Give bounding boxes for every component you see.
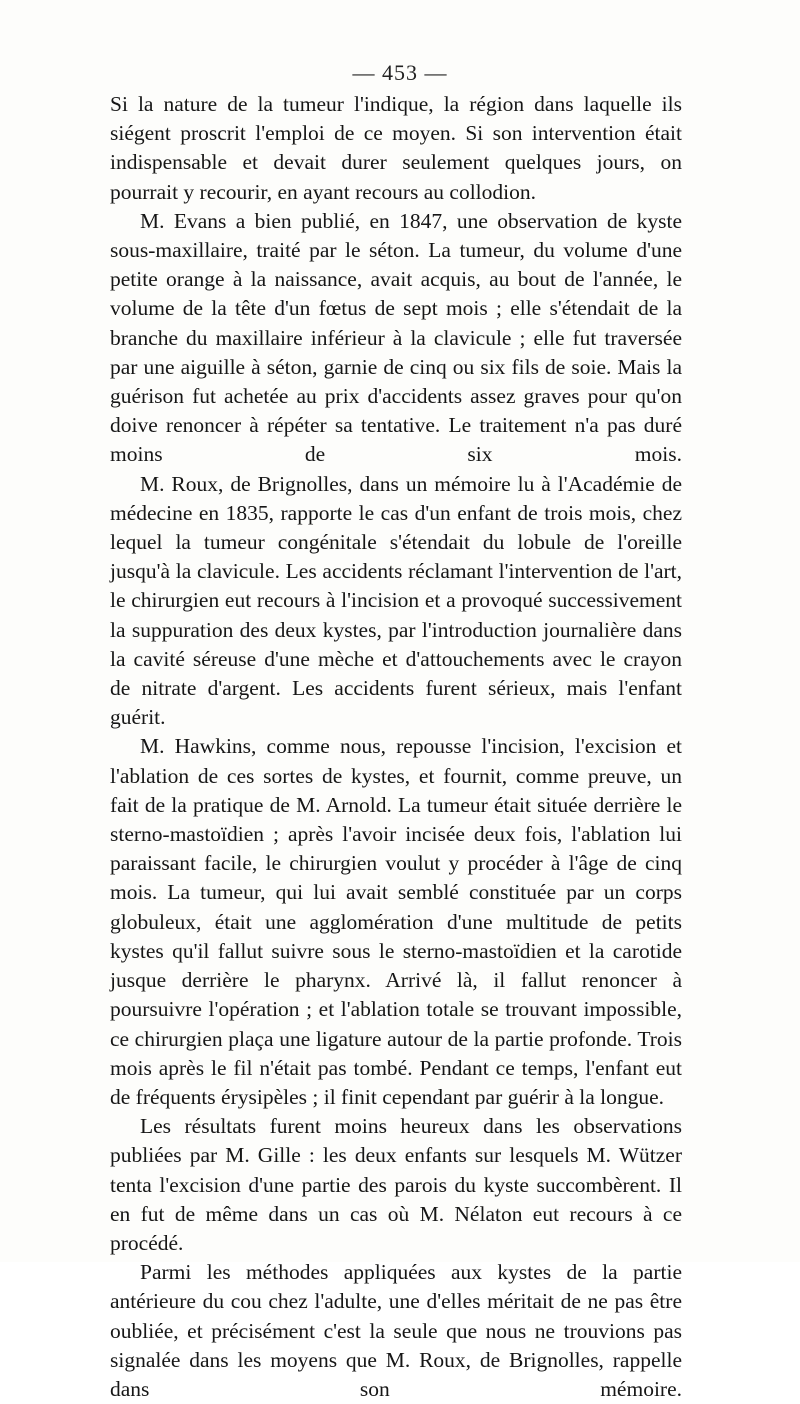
- paragraph-hawkins-arnold: M. Hawkins, comme nous, repousse l'incision, l'excision et l'ablation de ces sortes de kystes, et fournit, comme preuve, un fait de la pratique de M. Arnold. La tumeur était située derrière le sterno-mastoïdien ; après l'avoir incisée deux fois, l'ablation lui paraissant facile, le chirurgien voulut y procéder à l'âge de cinq mois. La tumeur, qui lui avait semblé constituée par un corps globuleux, était une agglomération d'une multitude de petits kystes qu'il fallut suivre sous le sterno-mastoïdien et la carotide jusque derrière le pharynx. Arrivé là, il fallut renoncer à poursuivre l'opération ; et l'ablation totale se trouvant impossible, ce chirurgien plaça une ligature autour de la partie profonde. Trois mois après le fil n'était pas tombé. Pendant ce temps, l'enfant eut de fréquents érysipèles ; il finit cependant par guérir à la longue.: [110, 734, 682, 1109]
- paragraph-roux-memoire: M. Roux, de Brignolles, dans un mémoire lu à l'Académie de médecine en 1835, rapporte le cas d'un enfant de trois mois, chez lequel la tumeur congénitale s'étendait du lobule de l'oreille jusqu'à la clavicule. Les accidents réclamant l'intervention de l'art, le chirurgien eut recours à l'incision et a provoqué successivement la suppuration des deux kystes, par l'introduction journalière dans la cavité séreuse d'une mèche et d'attouchements avec le crayon de nitrate d'argent. Les accidents furent sérieux, mais l'enfant guérit.: [110, 471, 682, 730]
- page-number: — 453 —: [352, 60, 448, 85]
- paragraph-seton-collodion: Si la nature de la tumeur l'indique, la région dans laquelle ils siégent proscrit l'emploi de ce moyen. Si son intervention était indispensable et devait durer seulement quelques jours, on pourrait y recourir, en ayant recours au collodion.: [110, 92, 682, 204]
- paragraph-evans-observation: M. Evans a bien publié, en 1847, une observation de kyste sous-maxillaire, traité par le séton. La tumeur, du volume d'une petite orange à la naissance, avait acquis, au bout de l'année, le volume de la tête d'un fœtus de sept mois ; elle s'étendait de la branche du maxillaire inférieur à la clavicule ; elle fut traversée par une aiguille à séton, garnie de cinq ou six fils de soie. Mais la guérison fut achetée au prix d'accidents assez graves pour qu'on doive renoncer à répéter sa tentative. Le traitement n'a pas duré moins de six mois.: [110, 208, 682, 467]
- body-text: [110, 90, 682, 1404]
- paragraph-gille-results: Les résultats furent moins heureux dans les observations publiées par M. Gille : les deux enfants sur lesquels M. Wützer tenta l'excision d'une partie des parois du kyste succombèrent. Il en fut de même dans un cas où M. Nélaton eut recours à ce procédé.: [110, 1114, 682, 1255]
- paragraph-adult-methods: Parmi les méthodes appliquées aux kystes de la partie antérieure du cou chez l'adulte, une d'elles méritait de ne pas être oubliée, et précisément c'est la seule que nous ne trouvions pas signalée dans les moyens que M. Roux, de Brignolles, rappelle dans son mémoire.: [110, 1260, 682, 1401]
